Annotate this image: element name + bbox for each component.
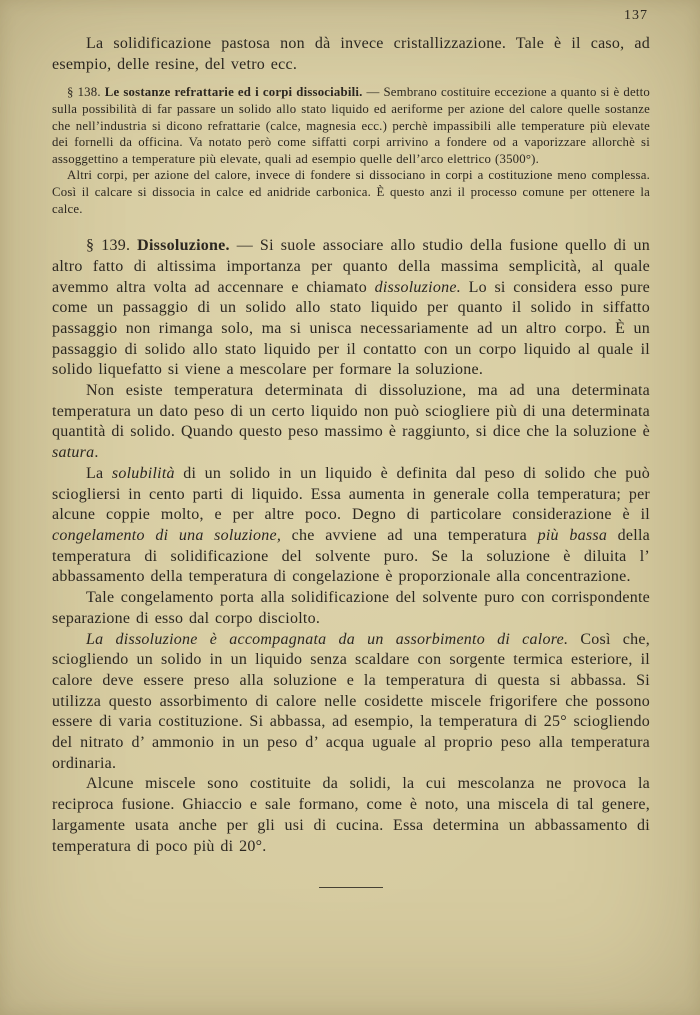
text-run: Non esiste temperatura determinata di dissoluzione, ma ad una determinata temperatura un dato peso di un certo liquido non può sciogliere più di una determinata quantità di solido. Quando questo peso massimo è raggiunto, si dice che la soluzione è <box>52 382 650 441</box>
text-run: della temperatura di solidificazione del solvente puro. Se la soluzione è diluita l’ abbassamento della temperatura di congelazione è proporzionale alla concentrazione. <box>52 527 651 586</box>
text-run: — Sembrano costituire eccezione a quanto si è detto sulla possibilità di far passare un solido allo stato liquido ed aeriforme per azione del calore quelle sostanze che nell’industria si dicono refrattarie (calce, magnesia ecc.) perchè impassibili alle temperature più elevate dei fornelli da officina. Va notato però come siffatti corpi arrivino a fondere od a vaporizzare allorchè si assoggettino a temperature più elevate, quali ad esempio quelle dell’arco elettrico (3500°). <box>52 85 651 166</box>
text-run: La dissoluzione è accompagnata da un assorbimento di calore. <box>86 630 569 648</box>
text-run: di un solido in un liquido è definita dal peso di solido che può sciogliersi in cento parti di liquido. Essa aumenta in generale colla temperatura; per alcune coppie molto, e per altre poco. Degno di particolare considerazione è il <box>52 464 651 524</box>
paragraph <box>52 34 650 75</box>
text-run: § 139. <box>86 237 138 255</box>
paragraph <box>52 167 650 217</box>
text-run: Lo si considera esso pure come un passaggio di un solido allo stato liquido per quanto il solido in siffatto passaggio non rimanga solo, ma si unisca necessariamente ad un altro corpo. È un passaggio di solido allo stato liquido per il contatto con un corpo liquido al quale il solido liquefatto si viene a mescolare per formare la soluzione. <box>52 278 650 379</box>
text-run: La solidificazione pastosa non dà invece cristallizzazione. Tale è il caso, ad esempio, delle resine, del vetro ecc. <box>52 35 650 73</box>
paragraph <box>52 464 650 588</box>
text-run: Altri corpi, per azione del calore, invece di fondere si dissociano in corpi a costituzione meno complessa. Così il calcare si dissocia in calce ed anidride carbonica. È questo anzi il processo comune per ottenere la calce. <box>52 168 650 216</box>
paragraph <box>52 381 650 464</box>
text-run: satura <box>52 444 95 462</box>
text-run: — Si suole associare allo studio della fusione quello di un altro fatto di altissima importanza per quanto della massima semplicità, al quale avemmo altra volta ad accennare e chiamato <box>52 237 651 296</box>
text-run: Dissoluzione. <box>137 237 230 255</box>
paragraph <box>52 774 650 857</box>
text-run: più bassa <box>537 527 608 544</box>
paragraph <box>52 84 650 167</box>
paragraph <box>52 630 650 775</box>
text-run: Alcune miscele sono costituite da solidi, la cui mescolanza ne provoca la reciproca fusione. Ghiaccio e sale formano, come è noto, una miscela di tal genere, largamente usata anche per gli usi di cucina. Essa determina un abbassamento di temperatura di poco più di 20°. <box>52 775 650 855</box>
text-run: dissoluzione. <box>374 278 461 296</box>
text-run: Così che, sciogliendo un solido in un liquido senza scaldare con sorgente termica esteriore, il calore deve essere preso alla soluzione e la temperatura di questa si abbassa. Si utilizza questo assorbimento di calore nelle cosidette miscele frigorifere che possono essere di varia costituzione. Si abbassa, ad esempio, la temperatura di 25° sciogliendo del nitrato d’ ammonio in un peso d’ acqua uguale al proprio peso alla temperatura ordinaria. <box>52 630 650 772</box>
text-run: congelamento di una soluzione, <box>52 527 282 544</box>
text-run: solubilità <box>111 464 175 482</box>
text-run: che avviene ad una temperatura <box>281 527 538 544</box>
text-run: Tale congelamento porta alla solidificazione del solvente puro con corrispondente separazione di esso dal corpo disciolto. <box>52 589 650 627</box>
text-run: La <box>86 464 112 482</box>
section-divider <box>319 887 383 888</box>
text-run: § 138. <box>67 85 105 100</box>
text-run: Le sostanze refrattarie ed i corpi dissociabili. <box>104 85 363 100</box>
page-number: 137 <box>624 8 648 23</box>
paragraph <box>52 588 650 629</box>
paragraph <box>52 236 650 381</box>
text-column <box>52 34 650 857</box>
text-run: . <box>94 444 99 462</box>
